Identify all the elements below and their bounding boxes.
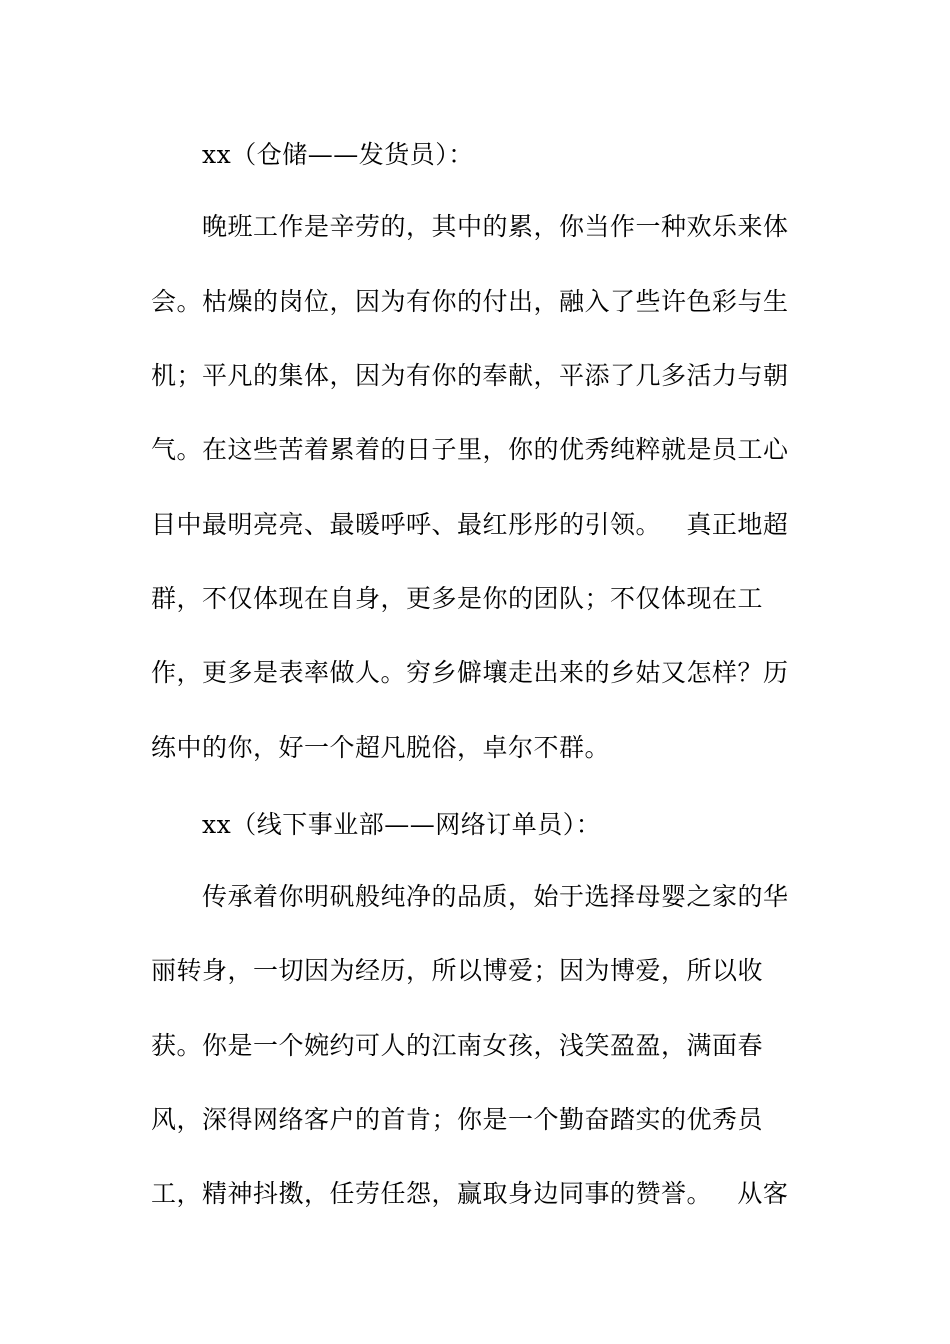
paragraph-line: 作，更多是表率做人。穷乡僻壤走出来的乡姑又怎样？历 — [151, 658, 789, 687]
section-heading-online-orders: xx（线下事业部——网络订单员）： — [202, 810, 602, 839]
section-heading-warehouse: xx（仓储——发货员）： — [202, 140, 474, 169]
paragraph-line: 机；平凡的集体，因为有你的奉献，平添了几多活力与朝 — [151, 361, 789, 390]
paragraph-line: 丽转身，一切因为经历，所以博爱；因为博爱，所以收 — [151, 956, 764, 985]
paragraph-line: 群，不仅体现在自身，更多是你的团队；不仅体现在工 — [151, 584, 764, 613]
paragraph-line: 气。在这些苦着累着的日子里，你的优秀纯粹就是员工心 — [151, 435, 789, 464]
paragraph-line: 工，精神抖擞，任劳任怨，赢取身边同事的赞誉。 从客 — [151, 1179, 789, 1208]
paragraph-line: 晚班工作是辛劳的，其中的累，你当作一种欢乐来体 — [202, 212, 789, 241]
paragraph-line: 会。枯燥的岗位，因为有你的付出，融入了些许色彩与生 — [151, 287, 789, 316]
paragraph-line: 目中最明亮亮、最暖呼呼、最红彤彤的引领。 真正地超 — [151, 510, 789, 539]
paragraph-line: 风，深得网络客户的首肯；你是一个勤奋踏实的优秀员 — [151, 1105, 764, 1134]
paragraph-line: 练中的你，好一个超凡脱俗，卓尔不群。 — [151, 733, 611, 762]
paragraph-line: 获。你是一个婉约可人的江南女孩，浅笑盈盈，满面春 — [151, 1031, 764, 1060]
paragraph-line: 传承着你明矾般纯净的品质，始于选择母婴之家的华 — [202, 882, 789, 911]
